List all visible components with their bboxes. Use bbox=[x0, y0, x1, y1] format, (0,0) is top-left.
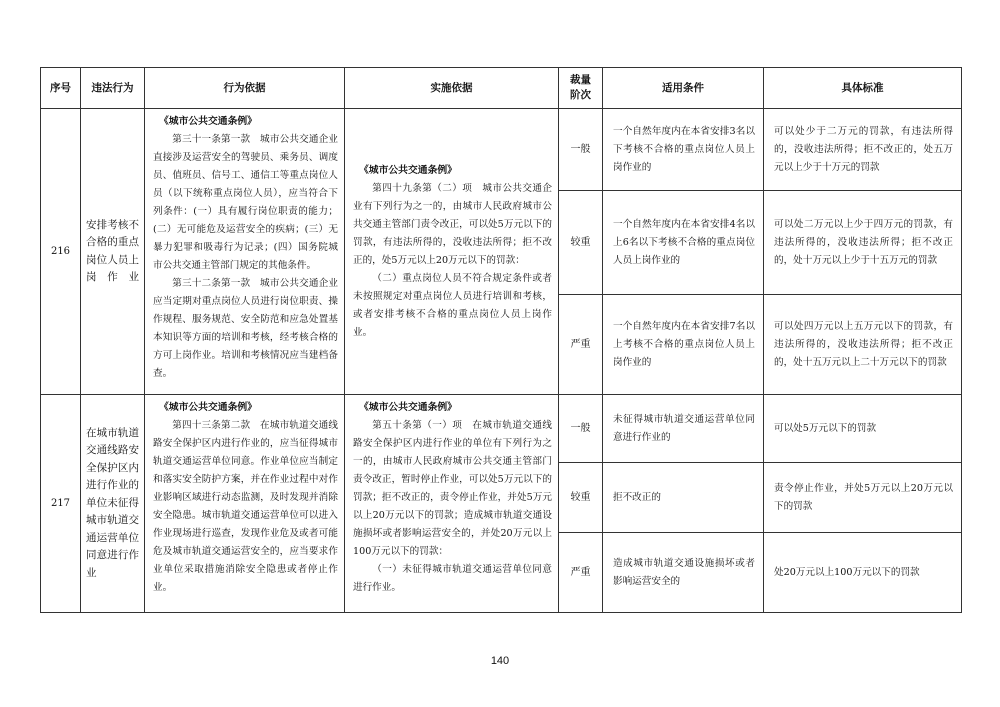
standard-cell: 责令停止作业，并处5万元以上20万元以下的罚款 bbox=[764, 463, 962, 533]
header-index: 序号 bbox=[41, 68, 81, 109]
condition-cell: 一个自然年度内在本省安排3名以下考核不合格的重点岗位人员上岗作业的 bbox=[603, 109, 764, 191]
law-title: 《城市公共交通条例》 bbox=[159, 116, 257, 127]
basis-paragraph: 第五十条第（一）项 在城市轨道交通线路安全保护区内进行作业的单位有下列行为之一的，由城市人民政府城市公共交通主管部门责令改正，暂时停止作业，可以处5万元以下的罚款；拒不改正的，责令停止作业，并处5万元以上20万元以下的罚款；造成城市轨道交通设施损坏或者影响运营安全的，并处20万元以上100万元以下的罚款： bbox=[353, 420, 552, 557]
standard-cell: 可以处二万元以上少于四万元的罚款，有违法所得的，没收违法所得；拒不改正的，处十万元以上少于十五万元的罚款 bbox=[764, 191, 962, 295]
basis-paragraph: （一）未征得城市轨道交通运营单位同意进行作业。 bbox=[353, 564, 552, 593]
level-cell: 一般 bbox=[559, 109, 603, 191]
row-index: 216 bbox=[41, 109, 81, 395]
basis-paragraph: 第四十九条第（二）项 城市公共交通企业有下列行为之一的，由城市人民政府城市公共交通主管部门责令改正，可以处5万元以下的罚款，有违法所得的，没收违法所得；拒不改正的，处5万元以上20万元以下的罚款： bbox=[353, 182, 552, 266]
basis-paragraph: 第三十二条第一款 城市公共交通企业应当定期对重点岗位人员进行岗位职责、操作规程、服务规范、安全防范和应急处置基本知识等方面的培训和考核，经考核合格的方可上岗作业。培训和考核情况应当建档备查。 bbox=[153, 278, 338, 379]
header-implementation-basis: 实施依据 bbox=[345, 68, 559, 109]
condition-cell: 拒不改正的 bbox=[603, 463, 764, 533]
condition-cell: 一个自然年度内在本省安排4名以上6名以下考核不合格的重点岗位人员上岗作业的 bbox=[603, 191, 764, 295]
law-title: 《城市公共交通条例》 bbox=[159, 402, 257, 413]
violation-cell: 在城市轨道交通线路安全保护区内进行作业的单位未征得城市轨道交通运营单位同意进行作业 bbox=[81, 395, 145, 613]
condition-cell: 未征得城市轨道交通运营单位同意进行作业的 bbox=[603, 395, 764, 463]
penalty-standards-table bbox=[40, 67, 962, 613]
level-cell: 较重 bbox=[559, 191, 603, 295]
table-row bbox=[41, 395, 962, 463]
level-cell: 一般 bbox=[559, 395, 603, 463]
header-standard: 具体标准 bbox=[764, 68, 962, 109]
standard-cell: 可以处少于二万元的罚款，有违法所得的，没收违法所得；拒不改正的，处五万元以上少于十万元的罚款 bbox=[764, 109, 962, 191]
level-cell: 严重 bbox=[559, 295, 603, 395]
row-index: 217 bbox=[41, 395, 81, 613]
law-title: 《城市公共交通条例》 bbox=[359, 402, 457, 413]
level-cell: 严重 bbox=[559, 533, 603, 613]
condition-cell: 一个自然年度内在本省安排7名以上考核不合格的重点岗位人员上岗作业的 bbox=[603, 295, 764, 395]
page-number: 140 bbox=[490, 655, 510, 667]
basis-paragraph: 第四十三条第二款 在城市轨道交通线路安全保护区内进行作业的，应当征得城市轨道交通运营单位同意。作业单位应当制定和落实安全防护方案，并在作业过程中对作业影响区域进行动态监测，及时发现并消除安全隐患。城市轨道交通运营单位可以进入作业现场进行巡查，发现作业危及或者可能危及城市轨道交通运营安全的，应当要求作业单位采取措施消除安全隐患或者停止作业。 bbox=[153, 420, 338, 593]
behavior-basis-cell bbox=[145, 395, 345, 613]
basis-paragraph: （二）重点岗位人员不符合规定条件或者未按照规定对重点岗位人员进行培训和考核，或者安排考核不合格的重点岗位人员上岗作业。 bbox=[353, 272, 552, 338]
violation-cell: 安排考核不合格的重点岗位人员上岗作业 bbox=[81, 109, 145, 395]
header-violation: 违法行为 bbox=[81, 68, 145, 109]
table-row bbox=[41, 109, 962, 191]
behavior-basis-cell bbox=[145, 109, 345, 395]
standard-cell: 处20万元以上100万元以下的罚款 bbox=[764, 533, 962, 613]
header-conditions: 适用条件 bbox=[603, 68, 764, 109]
condition-cell: 造成城市轨道交通设施损坏或者影响运营安全的 bbox=[603, 533, 764, 613]
table-header-row bbox=[41, 68, 962, 109]
implementation-basis-cell bbox=[345, 395, 559, 613]
law-title: 《城市公共交通条例》 bbox=[359, 164, 457, 176]
standard-cell: 可以处四万元以上五万元以下的罚款，有违法所得的，没收违法所得；拒不改正的，处十五万元以上二十万元以下的罚款 bbox=[764, 295, 962, 395]
basis-paragraph: 第三十一条第一款 城市公共交通企业直接涉及运营安全的驾驶员、乘务员、调度员、值班员、信号工、通信工等重点岗位人员（以下统称重点岗位人员），应当符合下列条件：(一）具有履行岗位职责的能力；(二）无可能危及运营安全的疾病；(三）无暴力犯罪和吸毒行为记录；(四）国务院城市公共交通主管部门规定的其他条件。 bbox=[153, 134, 338, 271]
level-cell: 较重 bbox=[559, 463, 603, 533]
header-behavior-basis: 行为依据 bbox=[145, 68, 345, 109]
standard-cell: 可以处5万元以下的罚款 bbox=[764, 395, 962, 463]
implementation-basis-cell bbox=[345, 109, 559, 395]
header-discretion-level: 裁量 阶次 bbox=[559, 68, 603, 109]
